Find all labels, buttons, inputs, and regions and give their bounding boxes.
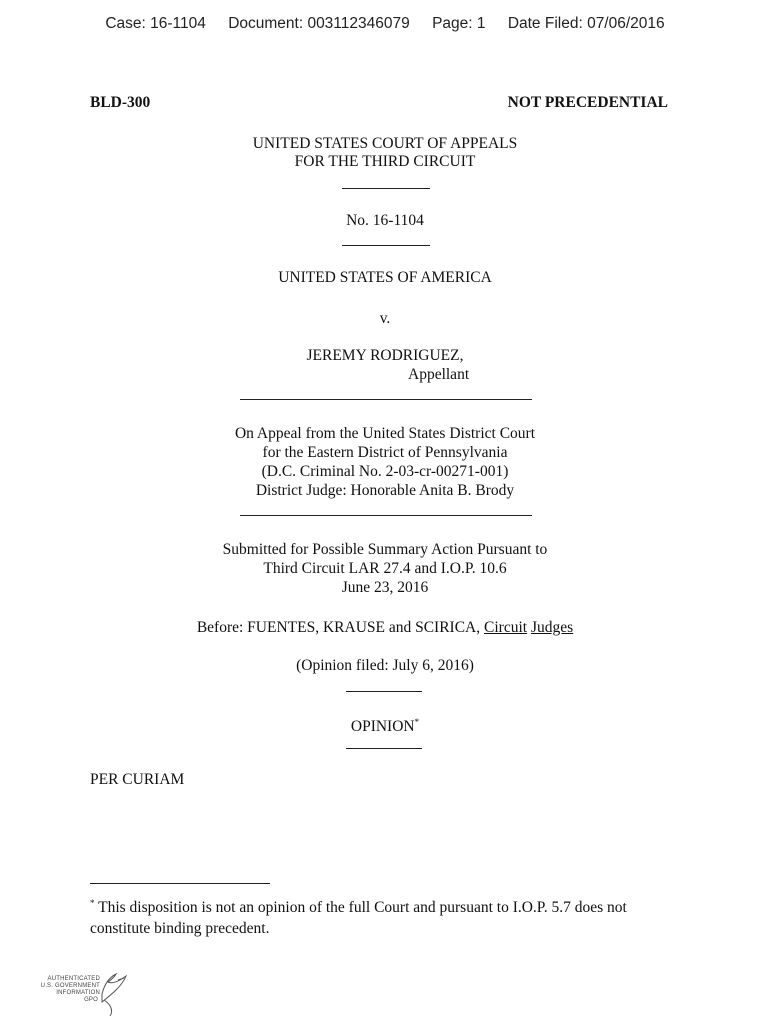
divider <box>240 515 532 516</box>
appellant-role: Appellant <box>408 366 470 383</box>
panel-circuit: Circuit <box>484 619 528 636</box>
stamp-line-3: INFORMATION <box>56 990 100 996</box>
plaintiff: UNITED STATES OF AMERICA <box>278 269 492 286</box>
divider <box>342 188 430 189</box>
appeal-line-2: for the Eastern District of Pennsylvania <box>262 444 508 461</box>
stamp-line-1: AUTHENTICATED <box>47 976 100 982</box>
appeal-line-1: On Appeal from the United States District Court <box>234 425 536 442</box>
footnote-text: This disposition is not an opinion of the full Court and pursuant to I.O.P. 5.7 does not constitute binding precedent. <box>90 899 627 938</box>
stamp-line-2: U.S. GOVERNMENT <box>40 983 100 989</box>
submission-line-1: Submitted for Possible Summary Action Pursuant to <box>222 541 548 558</box>
panel <box>0 618 770 637</box>
case-number: Case: 16-1104 <box>105 15 206 32</box>
footnote <box>90 893 690 939</box>
docket-number: No. 16-1104 <box>346 212 424 229</box>
date-filed: Date Filed: 07/06/2016 <box>507 15 665 32</box>
opinion-footnote-marker: * <box>414 717 420 727</box>
footnote-rule <box>90 883 270 884</box>
page-number: Page: 1 <box>432 15 486 32</box>
court-name-line-2: FOR THE THIRD CIRCUIT <box>294 153 476 170</box>
divider <box>240 399 532 400</box>
per-curiam: PER CURIAM <box>90 771 185 788</box>
opinion-heading: OPINION <box>350 718 415 736</box>
submission-date: June 23, 2016 <box>341 579 429 596</box>
stamp-line-4: GPO <box>84 997 98 1003</box>
appeal-line-4: District Judge: Honorable Anita B. Brody <box>255 482 515 499</box>
court-name-line-1: UNITED STATES COURT OF APPEALS <box>252 135 518 152</box>
submission-line-2: Third Circuit LAR 27.4 and I.O.P. 10.6 <box>263 560 507 577</box>
panel-judges: Before: FUENTES, KRAUSE and SCIRICA, <box>196 619 485 636</box>
defendant: JEREMY RODRIGUEZ, <box>306 347 464 364</box>
doc-code: BLD-300 <box>90 94 151 111</box>
gpo-authentication-seal <box>30 972 130 1018</box>
panel-judges-label: Judges <box>530 619 574 636</box>
divider <box>346 748 422 749</box>
divider <box>342 245 430 246</box>
document-number: Document: 003112346079 <box>228 15 410 32</box>
eagle-icon <box>30 972 130 1018</box>
precedential-status: NOT PRECEDENTIAL <box>507 94 668 111</box>
appeal-line-3: (D.C. Criminal No. 2-03-cr-00271-001) <box>261 463 509 480</box>
opinion-heading-wrap <box>0 713 770 736</box>
footnote-marker: * <box>90 898 95 908</box>
versus: v. <box>379 310 391 327</box>
filing-header <box>0 15 770 33</box>
divider <box>346 691 422 692</box>
opinion-filed: (Opinion filed: July 6, 2016) <box>296 657 474 674</box>
